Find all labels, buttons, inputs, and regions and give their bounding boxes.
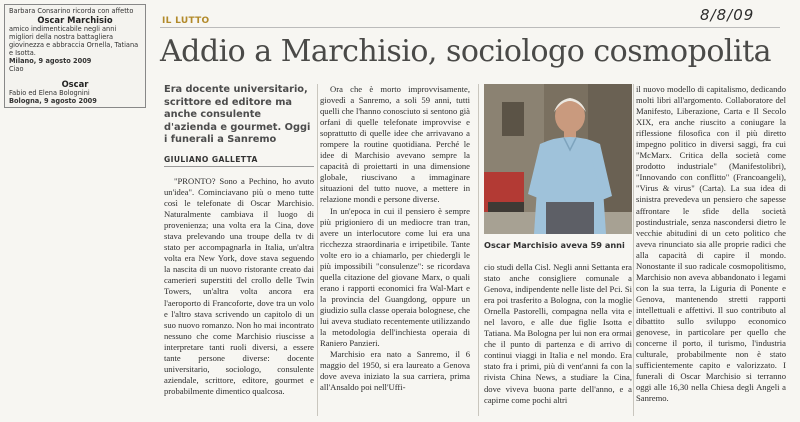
column-rule [317, 84, 318, 416]
paragraph: cio studi della Cisl. Negli anni Settanta era stato anche consigliere comunale a Genova, indipendente nelle liste del Pci. Si era poi trasferito a Bologna, con la moglie Ornella Pastorelli, compagna nella vita e nel lavoro, e alle due figlie Isotta e Tatiana. Ma Bologna per lui non era ormai che il punto di partenza e di arrivo di continui viaggi in Italia e nel mondo. Era stato fra i primi, più di vent'anni fa con la rivista China News, a studiare la Cina, dove viveva buona parte dell'anno, e a capirne come pochi altri [484, 262, 632, 405]
article-column-4 [636, 84, 786, 418]
obituary-line1: Barbara Consarino ricorda con affetto [9, 7, 134, 15]
paragraph: "PRONTO? Sono a Pechino, ho avuto un'idea". Cominciavano più o meno tutte così le telefonate di Oscar Marchisio. Naturalmente cambiava il luogo di provenienza; una volta era la Cina, dove stava prelevando una troupe della tv di stato per accompagnarla in Italia, un'altra volta era New York, dove stava seguendo la nascita di un nuovo ristorante creato dai camerieri superstiti del crollo delle Twin Towers, un'altra volta ancora era l'aeroporto di Francoforte, dove tra un volo e l'altro stava scrivendo un capitolo di un suo nuovo romanzo. Non ho mai incontrato nessuno che come Marchisio riuscisse a interpretare tanti ruoli diversi, a essere tante persone diverse: docente universitario, sociologo, consulente aziendale, scrittore, editore, gourmet e probabilmente dimentico qualcosa. [164, 176, 314, 396]
paragraph: Marchisio era nato a Sanremo, il 6 maggio del 1950, si era laureato a Genova dove aveva iniziato la sua carriera, prima all'Ansaldo poi nell'Uffi- [320, 349, 470, 393]
byline-rule [164, 166, 314, 167]
obituary-place-date1: Milano, 9 agosto 2009 [9, 57, 92, 65]
paragraph: Ora che è morto improvvisamente, giovedì a Sanremo, a soli 59 anni, tutti quelli che l'hanno conosciuto si sentono già orfani di quelle telefonate improvvise e soprattutto di quelle idee che arrivavano a rompere la routine quotidiana. Perché le idee di Marchisio avevano sempre la capacità di proiettarti in una dimensione globale, riuscivano a immaginare situazioni del tutto nuove, a mettere in relazione mondi e persone diverse. [320, 84, 470, 205]
article-column-2 [320, 84, 470, 414]
obituary-line2: Fabio ed Elena Bolognini [9, 89, 90, 97]
obituary-signoff: Ciao [9, 65, 24, 73]
paragraph: il nuovo modello di capitalismo, dedicando molti libri all'argomento. Collaboratore del Manifesto, Liberazione, Carta e Il Secolo XIX, era anche riuscito a coniugare la riflessione filosofica con il più diretto impegno politico in diversi saggi, fra cui "McMarx. Critica della società come prodotto industriale" (Manifestolibri), "Innovando con conflitto" (Francoangeli), "Virus & virus" (Carta). La sua idea di sinistra prevedeva un pensiero che sapesse affrontare le sfide della società postindustriale, senza nascondersi dietro le vecchie abitudini di un ceto politico che aveva rinunciato sia alle proprie radici che alla capacità di capire il mondo. Nonostante il suo radicale cosmopolitismo, Marchisio non aveva abbandonato i legami con la sua terra, la Liguria di Ponente e Genova, mantenendo stretti rapporti intellettuali e affettivi. Il suo contributo al dibattito sullo sviluppo economico genovese, in particolare per quello che concerne il porto, il turismo, l'industria culturale, probabilmente non è stato sufficientemente capito e valorizzato. I funerali di Oscar Marchisio si terranno oggi alle 16,30 nella Chiesa degli Angeli a Sanremo. [636, 84, 786, 404]
byline: GIULIANO GALLETTA [164, 155, 258, 164]
obituary-message: amico indimenticabile negli anni migliori della nostra battagliera giovinezza e abbraccia Ornella, Tatiana e Isotta. [9, 25, 139, 57]
handwritten-date: 8/8/09 [700, 6, 755, 24]
section-label: IL LUTTO [162, 16, 210, 26]
column-rule [633, 84, 634, 416]
portrait-illustration [484, 84, 632, 234]
obituary-notice [4, 4, 146, 108]
photo-caption: Oscar Marchisio aveva 59 anni [484, 240, 625, 250]
subheadline: Era docente universitario, scrittore ed editore ma anche consulente d'azienda e gourmet. Oggi i funerali a Sanremo [164, 84, 311, 145]
paragraph: In un'epoca in cui il pensiero è sempre più prigioniero di un mediocre tran tran, avere un interlocutore come lui era una ricchezza straordinaria e irripetibile. Tante volte ero io a chiamarlo, per chiedergli le più impossibili "consulenze": se ricordava quella citazione del giovane Marx, o quali erano i rapporti economici fra Wal-Mart e la provincia del Guangdong, oppure un giudizio sulla classe operaia bolognese, che lui aveva studiato recentemente utilizzando la metodologia dell'inchiesta operaia di Raniero Panzieri. [320, 205, 470, 349]
portrait-photo [484, 84, 632, 234]
section-rule [160, 27, 780, 28]
obituary-place-date2: Bologna, 9 agosto 2009 [9, 97, 97, 105]
article-column-1 [164, 176, 314, 416]
column-rule [478, 84, 479, 416]
article-column-3 [484, 262, 632, 416]
headline: Addio a Marchisio, sociologo cosmopolita [160, 34, 772, 69]
obituary-name2: Oscar [61, 79, 89, 89]
obituary-name1: Oscar Marchisio [37, 15, 113, 25]
